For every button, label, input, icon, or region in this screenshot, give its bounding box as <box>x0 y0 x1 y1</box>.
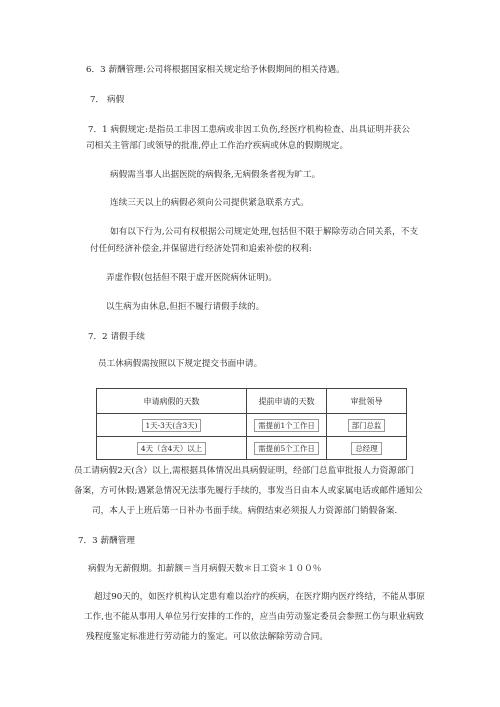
cell-value: 需提前1个工作日 <box>254 419 318 432</box>
section-7-3-heading: 7．3 薪酬管理 <box>78 536 136 546</box>
table-row <box>97 414 407 437</box>
violation-intro-line-2: 付任何经济补偿金,并保留进行经济处罚和追索补偿的权利: <box>90 244 312 254</box>
approval-rule-line-2: 备案，方可休假;遇紧急情况无法事先履行手续的，事发当日由本人或家属电话或邮件通知公 <box>74 486 423 496</box>
approval-rule-line-3: 司，本人于上班后第一日补办书面手续。病假结束必须报人力资源部门销假备案． <box>92 506 404 516</box>
violation-intro-line-1: 如有以下行为,公司有权根据公司规定处理,包括但不限于解除劳动合同关系，不支 <box>110 227 419 237</box>
cell-value: 1天-3天(含3天) <box>142 419 202 432</box>
table-cell <box>97 414 247 437</box>
table-cell <box>327 437 407 460</box>
leave-request-table <box>96 388 407 460</box>
section-7-1-line-1: 7．1 病假规定:是指员工非因工患病或非因工负伤,经医疗机构检查、出具证明并获公 <box>88 125 411 135</box>
header-advance-days: 提前申请的天数 <box>247 389 327 414</box>
table-cell <box>247 414 327 437</box>
table-cell <box>97 437 247 460</box>
violation-no-procedure: 以生病为由休息,但拒不履行请假手续的。 <box>106 302 265 312</box>
section-7-1-line-2: 司相关主管部门或领导的批准,停止工作治疗疾病或休息的假期规定。 <box>86 141 349 151</box>
salary-deduction-formula: 病假为无薪假期。扣薪额＝当月病假天数＊日工资＊１００％ <box>88 564 322 574</box>
table-cell <box>247 437 327 460</box>
table-cell <box>327 414 407 437</box>
header-leave-days: 申请病假的天数 <box>97 389 247 414</box>
section-7-2-heading: 7．2 请假手续 <box>88 332 146 342</box>
violation-fraud: 弄虚作假(包括但不限于虚开医院病休证明)。 <box>106 273 278 283</box>
section-6-3-salary: 6．3 薪酬管理:公司将根据国家相关规定给予休假期间的相关待遇。 <box>86 65 345 75</box>
section-7-2-intro: 员工休病假需按照以下规定提交书面申请。 <box>98 359 263 369</box>
emergency-contact-requirement: 连续三天以上的病假必须向公司提供紧急联系方式。 <box>110 198 309 208</box>
cell-value: 部门总监 <box>348 419 386 432</box>
over-90-days-line-1: 超过90天的，如医疗机构认定患有难以治疗的疾病，在医疗期内医疗终结，不能从事原 <box>94 592 425 602</box>
over-90-days-line-3: 残程度鉴定标准进行劳动能力的鉴定。可以依法解除劳动合同。 <box>86 632 329 642</box>
cell-value: 4天（含4天）以上 <box>137 442 206 455</box>
cell-value: 需提前5个工作日 <box>254 442 318 455</box>
over-90-days-line-2: 工作,也不能从事用人单位另行安排的工作的，应当由劳动鉴定委员会参照工伤与职业病致 <box>84 612 424 622</box>
approval-rule-line-1: 员工请病假2天(含）以上,需根据具体情况出具病假证明，经部门总监审批报人力资源部门 <box>74 466 415 476</box>
cell-value: 总经理 <box>351 442 381 455</box>
header-approver: 审批领导 <box>327 389 407 414</box>
sick-note-requirement: 病假需当事人出据医院的病假条,无病假条者视为旷工。 <box>110 170 321 180</box>
table-header-row <box>97 389 407 414</box>
table-row <box>97 437 407 460</box>
section-7-heading: 7． 病假 <box>90 95 125 105</box>
